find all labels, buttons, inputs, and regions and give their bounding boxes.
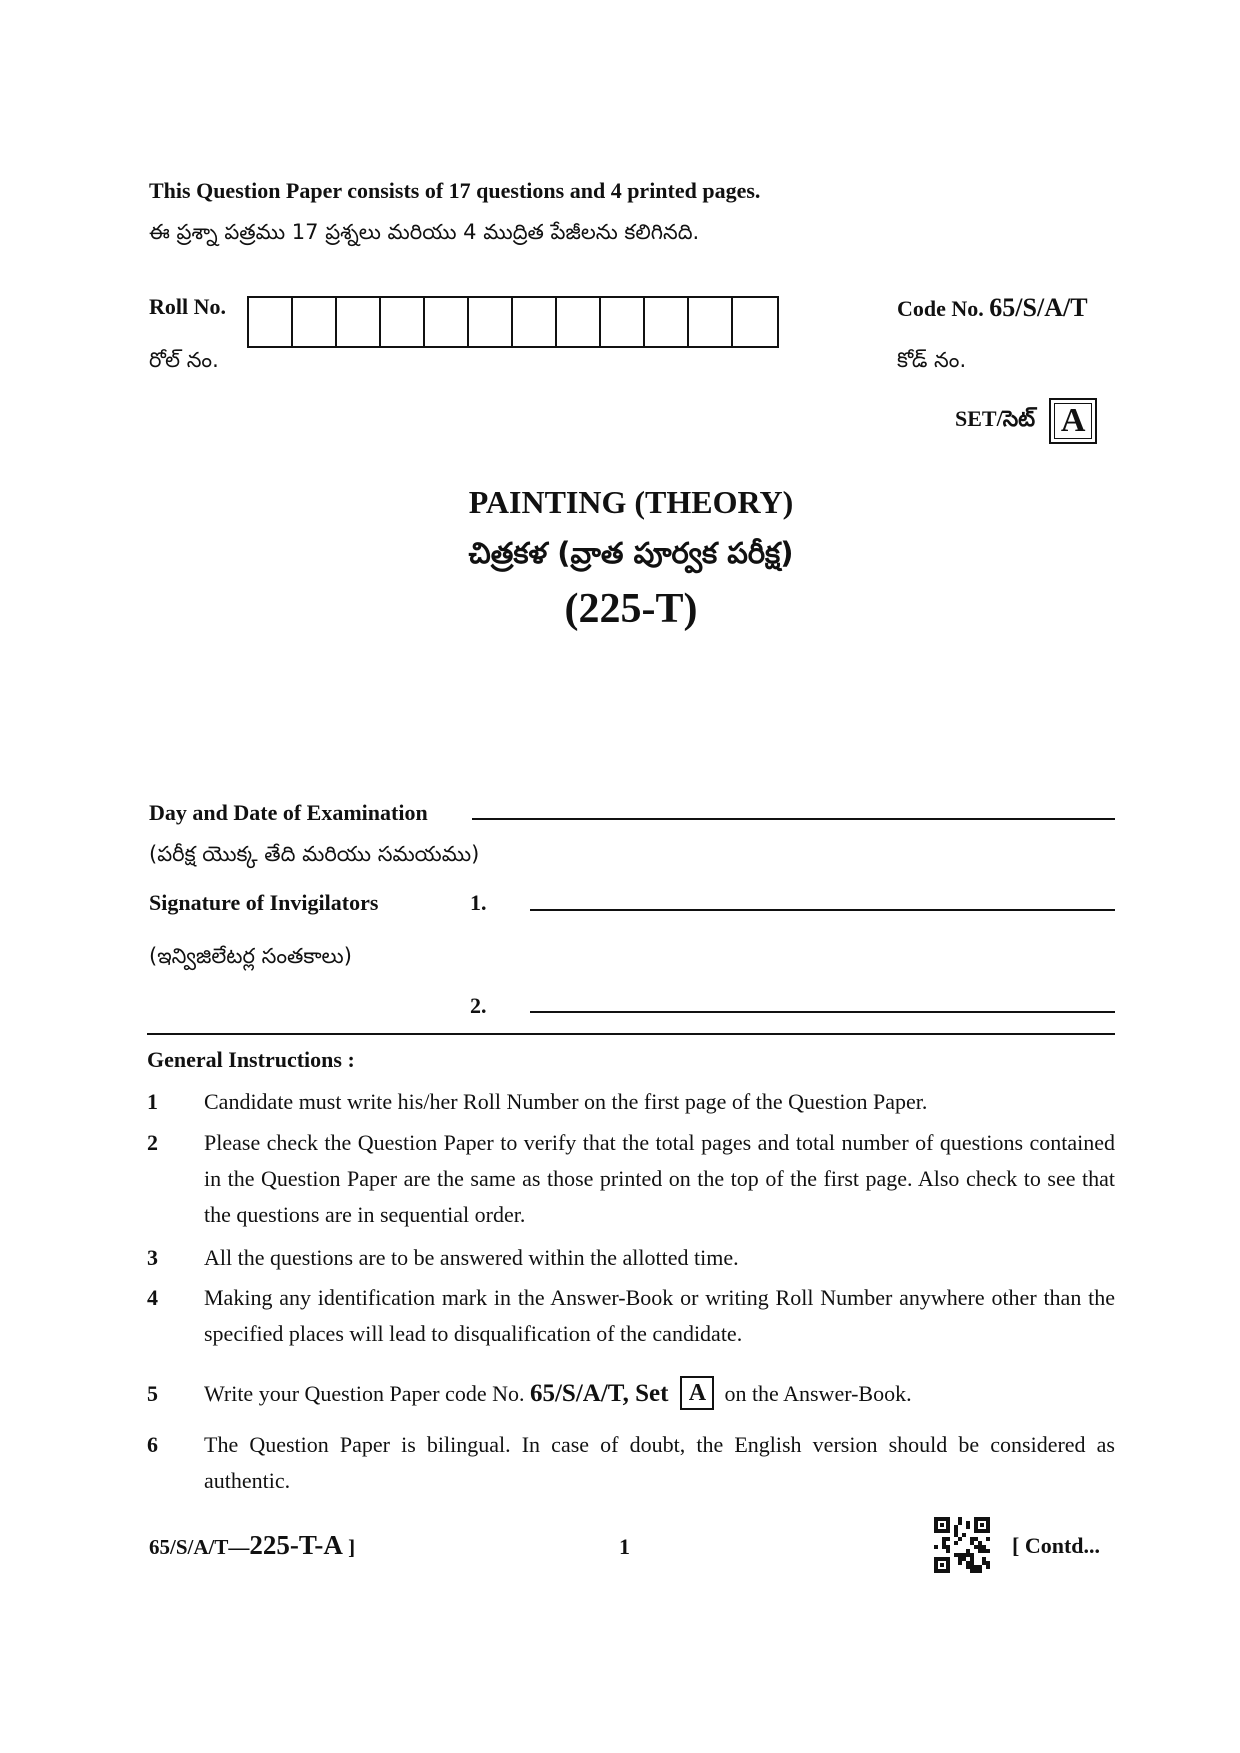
instruction-number: 6 xyxy=(147,1432,158,1457)
roll-number-box[interactable] xyxy=(293,298,337,346)
instruction-number: 3 xyxy=(147,1245,158,1270)
instruction-item xyxy=(147,1240,1115,1276)
roll-number-box[interactable] xyxy=(645,298,689,346)
exam-date-field[interactable] xyxy=(472,818,1115,820)
paper-info-telugu: ఈ ప్రశ్నా పత్రము 17 ప్రశ్నలు మరియు 4 ముద్రిత పేజీలను కలిగినది. xyxy=(149,220,700,244)
roll-number-box[interactable] xyxy=(469,298,513,346)
roll-number-box[interactable] xyxy=(425,298,469,346)
instruction-code: 65/S/A/T, Set xyxy=(529,1380,669,1407)
continued-label: [ Contd... xyxy=(1012,1533,1101,1558)
instruction-text-before: Write your Question Paper code No. xyxy=(204,1381,525,1406)
roll-number-box[interactable] xyxy=(689,298,733,346)
footer-code-prefix: 65/S/A/T— xyxy=(149,1535,250,1559)
footer-code-main: 225-T-A xyxy=(249,1530,343,1560)
invigilator-number-2: 2. xyxy=(470,993,487,1018)
code-number-label-telugu: కోడ్ నం. xyxy=(897,348,967,372)
invigilator-signature-label: Signature of Invigilators xyxy=(149,890,379,915)
roll-number-label-telugu: రోల్ నం. xyxy=(149,348,219,372)
roll-number-label: Roll No. xyxy=(149,294,226,319)
footer-code-suffix: ] xyxy=(342,1535,356,1559)
code-number-value: 65/S/A/T xyxy=(989,293,1088,322)
invigilator-signature-field-1[interactable] xyxy=(530,909,1115,911)
instruction-text: The Question Paper is bilingual. In case of doubt, the English version should be considered as authentic. xyxy=(204,1432,1115,1493)
exam-date-label: Day and Date of Examination xyxy=(149,800,428,825)
instruction-text: Candidate must write his/her Roll Number on the first page of the Question Paper. xyxy=(204,1089,928,1114)
invigilator-signature-label-telugu: (ఇన్విజిలేటర్ల సంతకాలు) xyxy=(149,944,352,968)
roll-number-box[interactable] xyxy=(557,298,601,346)
paper-info-english: This Question Paper consists of 17 questions and 4 printed pages. xyxy=(149,178,761,203)
subject-code: (225-T) xyxy=(564,586,698,632)
set-indicator xyxy=(955,398,1097,444)
instruction-item xyxy=(147,1427,1115,1499)
roll-number-box[interactable] xyxy=(733,298,777,346)
subject-title-telugu: చిత్రకళ (వ్రాత పూర్వక పరీక్ష) xyxy=(468,536,794,570)
instruction-text: All the questions are to be answered within the allotted time. xyxy=(204,1245,739,1270)
general-instructions-title: General Instructions : xyxy=(147,1047,355,1072)
page-number: 1 xyxy=(619,1534,630,1559)
qr-code-icon xyxy=(934,1517,990,1573)
instruction-item xyxy=(147,1125,1115,1233)
instruction-number: 2 xyxy=(147,1130,158,1155)
roll-number-box[interactable] xyxy=(337,298,381,346)
invigilator-number-1: 1. xyxy=(470,890,487,915)
invigilator-signature-field-2[interactable] xyxy=(530,1011,1115,1013)
code-number-label: Code No. xyxy=(897,296,984,321)
instruction-number: 5 xyxy=(147,1381,158,1406)
instruction-number: 1 xyxy=(147,1089,158,1114)
instruction-text xyxy=(204,1376,1115,1413)
roll-number-box[interactable] xyxy=(249,298,293,346)
footer-paper-code xyxy=(149,1530,355,1561)
instruction-set-box: A xyxy=(680,1376,714,1410)
instruction-item xyxy=(147,1084,1115,1120)
instruction-text: Please check the Question Paper to verify that the total pages and total number of questions contained in the Question Paper are the same as those printed on the top of the first page. Also check to see that the questions are in sequential order. xyxy=(204,1130,1115,1227)
subject-title: PAINTING (THEORY) xyxy=(468,484,794,520)
section-divider xyxy=(147,1033,1115,1035)
roll-number-boxes[interactable] xyxy=(247,296,779,348)
instruction-item xyxy=(147,1376,1115,1413)
instruction-item xyxy=(147,1280,1115,1352)
exam-date-label-telugu: (పరీక్ష యొక్క తేది మరియు సమయము) xyxy=(149,842,480,866)
set-value-box: A xyxy=(1049,398,1097,444)
code-number xyxy=(897,293,1088,323)
instruction-number: 4 xyxy=(147,1285,158,1310)
roll-number-box[interactable] xyxy=(601,298,645,346)
roll-number-box[interactable] xyxy=(381,298,425,346)
set-label: SET/సెట్ xyxy=(955,405,1036,431)
instruction-text-after: on the Answer-Book. xyxy=(724,1381,912,1406)
instruction-text: Making any identification mark in the Answer-Book or writing Roll Number anywhere other than the specified places will lead to disqualification of the candidate. xyxy=(204,1285,1115,1346)
roll-number-box[interactable] xyxy=(513,298,557,346)
